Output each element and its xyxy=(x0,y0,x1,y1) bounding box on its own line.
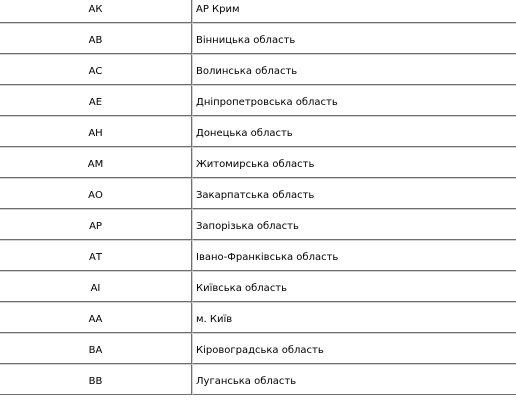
region-code-cell xyxy=(0,240,192,271)
region-code: ВВ xyxy=(88,376,103,387)
region-code-cell xyxy=(0,364,192,395)
region-name: Київська область xyxy=(196,283,288,294)
region-name: Вінницька область xyxy=(196,35,296,46)
region-name-cell xyxy=(192,147,516,178)
region-name-cell xyxy=(192,271,516,302)
region-code-cell xyxy=(0,302,192,333)
region-code: АН xyxy=(88,128,103,139)
region-code: АР xyxy=(89,221,102,232)
region-name-cell xyxy=(192,85,516,116)
region-name-cell xyxy=(192,333,516,364)
region-code-cell xyxy=(0,23,192,54)
region-name-cell xyxy=(192,302,516,333)
region-code: АК xyxy=(88,4,103,15)
table-row xyxy=(0,209,516,240)
region-code: АА xyxy=(88,314,103,325)
region-name-cell xyxy=(192,0,516,23)
region-name-cell xyxy=(192,178,516,209)
region-code: АС xyxy=(88,66,103,77)
table-row xyxy=(0,147,516,178)
table-row xyxy=(0,178,516,209)
region-name-cell xyxy=(192,364,516,395)
table-row xyxy=(0,54,516,85)
region-code: АТ xyxy=(89,252,102,263)
region-code: АВ xyxy=(88,35,103,46)
region-name: Запорізька область xyxy=(196,221,299,232)
region-name-cell xyxy=(192,54,516,85)
region-name: Луганська область xyxy=(196,376,297,387)
region-code-cell xyxy=(0,85,192,116)
region-name: АР Крим xyxy=(196,4,240,15)
region-code: АО xyxy=(88,190,103,201)
table-row xyxy=(0,302,516,333)
region-name: Дніпропетровська область xyxy=(196,97,338,108)
table-row xyxy=(0,116,516,147)
region-code-cell xyxy=(0,0,192,23)
region-code-cell xyxy=(0,333,192,364)
region-name: Донецька область xyxy=(196,128,293,139)
region-name: Івано-Франківська область xyxy=(196,252,339,263)
table-row xyxy=(0,85,516,116)
region-name-cell xyxy=(192,116,516,147)
region-code-cell xyxy=(0,178,192,209)
region-code-cell xyxy=(0,209,192,240)
region-code-cell xyxy=(0,116,192,147)
table-row xyxy=(0,0,516,23)
table-row xyxy=(0,23,516,54)
region-name: Волинська область xyxy=(196,66,298,77)
region-code: АЕ xyxy=(88,97,103,108)
region-name: м. Київ xyxy=(196,314,233,325)
table-row xyxy=(0,333,516,364)
region-code: АІ xyxy=(90,283,101,294)
region-name: Закарпатська область xyxy=(196,190,315,201)
region-code: ВА xyxy=(88,345,103,356)
table-row xyxy=(0,364,516,395)
region-name-cell xyxy=(192,209,516,240)
region-name-cell xyxy=(192,23,516,54)
table-row xyxy=(0,271,516,302)
region-code-cell xyxy=(0,147,192,178)
region-code: АМ xyxy=(87,159,104,170)
region-code-cell xyxy=(0,271,192,302)
table-row xyxy=(0,240,516,271)
region-name-cell xyxy=(192,240,516,271)
region-code-cell xyxy=(0,54,192,85)
region-name: Житомирська область xyxy=(196,159,315,170)
region-name: Кіровоградська область xyxy=(196,345,324,356)
